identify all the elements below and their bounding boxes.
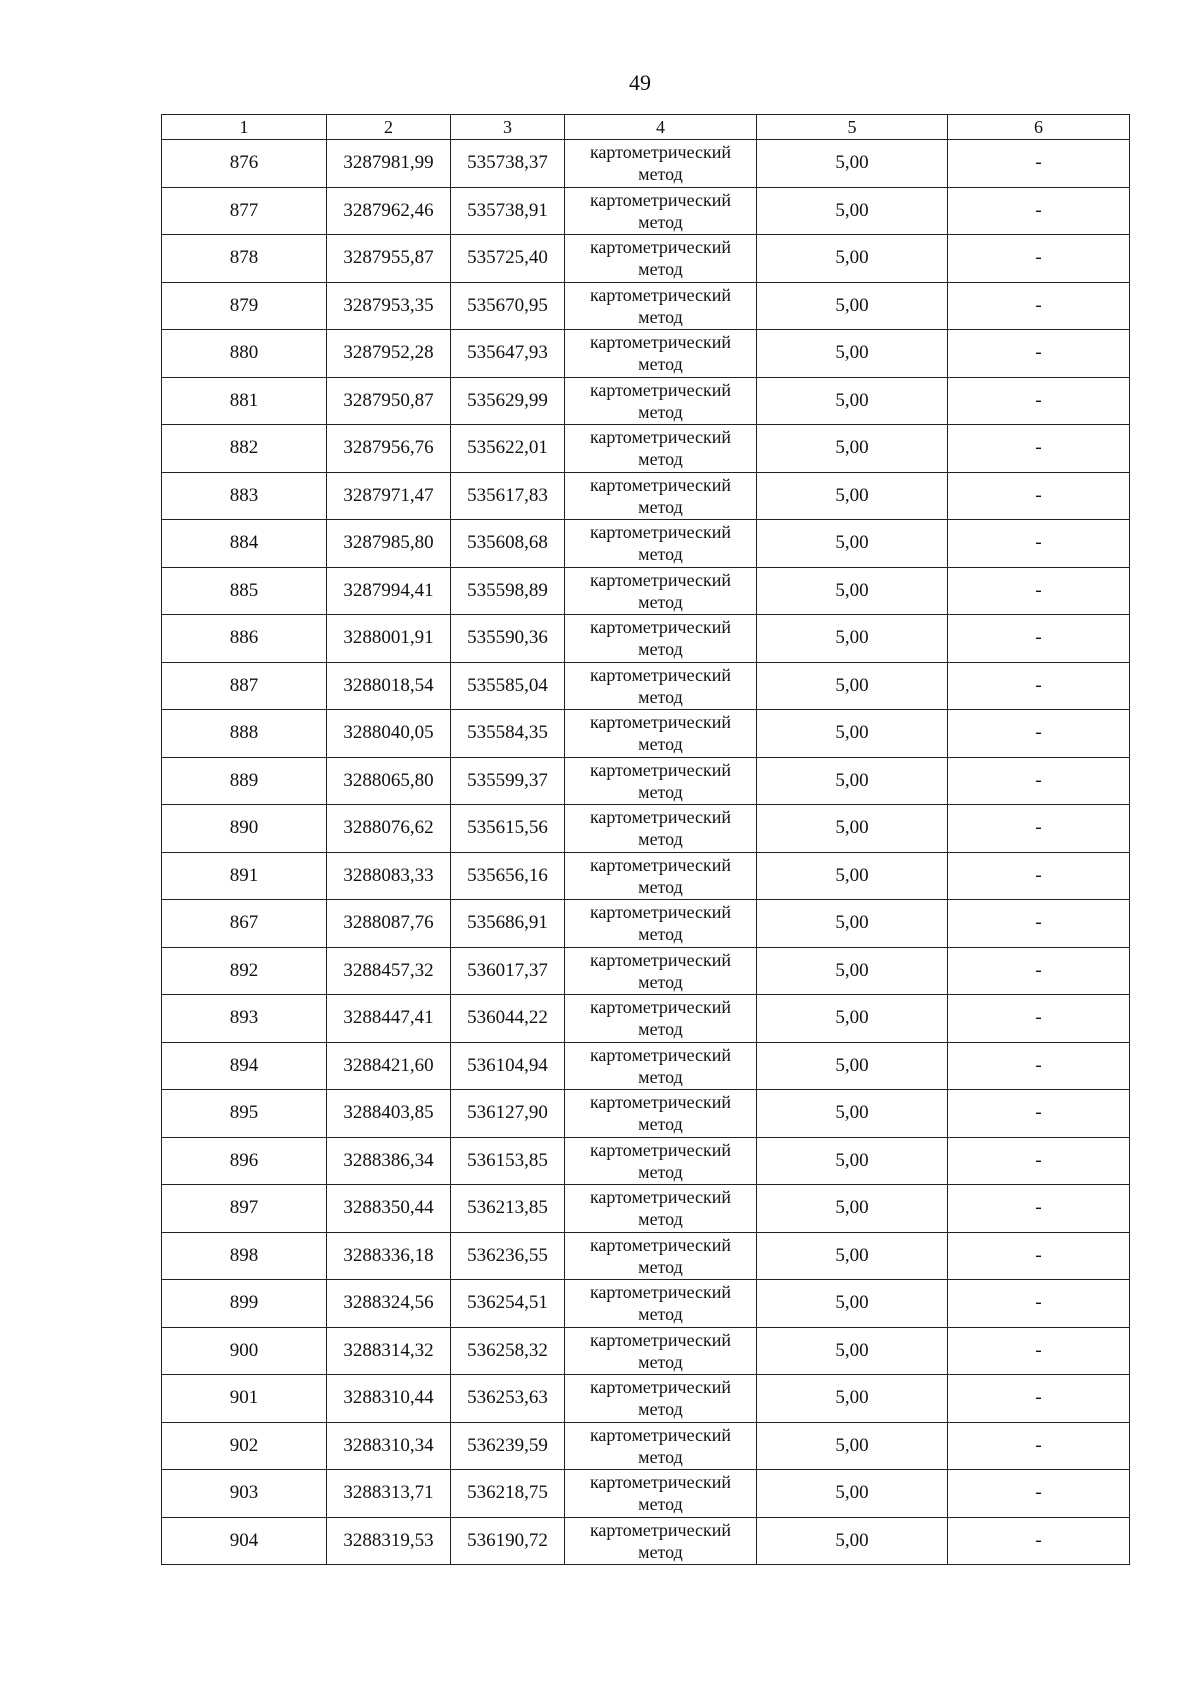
table-row [162, 1042, 1130, 1090]
method-line-1: картометрический [589, 1044, 732, 1065]
x-coordinate-cell: 3288350,44 [327, 1185, 451, 1233]
note-cell: - [948, 377, 1130, 425]
x-coordinate-cell: 3287981,99 [327, 140, 451, 188]
method-line-1: картометрический [589, 1092, 732, 1113]
method-line-2: метод [638, 401, 683, 422]
table-row [162, 757, 1130, 805]
method-line-1: картометрический [589, 949, 732, 970]
note-cell: - [948, 140, 1130, 188]
method-cell [565, 1470, 757, 1518]
note-cell: - [948, 852, 1130, 900]
table-row [162, 330, 1130, 378]
method-cell [565, 377, 757, 425]
method-line-1: картометрический [589, 617, 732, 638]
note-cell: - [948, 187, 1130, 235]
note-cell: - [948, 1042, 1130, 1090]
column-header-4: 4 [565, 115, 757, 140]
note-cell: - [948, 710, 1130, 758]
table-row [162, 1090, 1130, 1138]
method-cell [565, 662, 757, 710]
method-line-2: метод [638, 1494, 683, 1515]
table-row [162, 520, 1130, 568]
method-line-1: картометрический [589, 997, 732, 1018]
method-line-1: картометрический [589, 902, 732, 923]
table-row [162, 1422, 1130, 1470]
method-line-2: метод [638, 781, 683, 802]
method-line-1: картометрический [589, 569, 732, 590]
y-coordinate-cell: 535590,36 [451, 615, 565, 663]
table-row [162, 187, 1130, 235]
point-number-cell: 899 [162, 1280, 327, 1328]
method-cell [565, 900, 757, 948]
point-number-cell: 896 [162, 1137, 327, 1185]
method-line-2: метод [638, 259, 683, 280]
x-coordinate-cell: 3288076,62 [327, 805, 451, 853]
x-coordinate-cell: 3288087,76 [327, 900, 451, 948]
method-cell [565, 995, 757, 1043]
method-line-2: метод [638, 876, 683, 897]
x-coordinate-cell: 3288319,53 [327, 1517, 451, 1565]
method-line-2: метод [638, 211, 683, 232]
y-coordinate-cell: 535615,56 [451, 805, 565, 853]
x-coordinate-cell: 3288314,32 [327, 1327, 451, 1375]
point-number-cell: 877 [162, 187, 327, 235]
point-number-cell: 886 [162, 615, 327, 663]
note-cell: - [948, 1422, 1130, 1470]
precision-cell: 5,00 [757, 425, 948, 473]
table-row [162, 1470, 1130, 1518]
y-coordinate-cell: 535629,99 [451, 377, 565, 425]
note-cell: - [948, 472, 1130, 520]
y-coordinate-cell: 535617,83 [451, 472, 565, 520]
method-line-1: картометрический [589, 284, 732, 305]
note-cell: - [948, 330, 1130, 378]
method-cell [565, 1042, 757, 1090]
precision-cell: 5,00 [757, 140, 948, 188]
method-cell [565, 615, 757, 663]
method-cell [565, 710, 757, 758]
table-row [162, 1517, 1130, 1565]
method-line-1: картометрический [589, 1377, 732, 1398]
precision-cell: 5,00 [757, 615, 948, 663]
note-cell: - [948, 900, 1130, 948]
point-number-cell: 879 [162, 282, 327, 330]
method-line-2: метод [638, 496, 683, 517]
point-number-cell: 889 [162, 757, 327, 805]
y-coordinate-cell: 536153,85 [451, 1137, 565, 1185]
table-row [162, 472, 1130, 520]
y-coordinate-cell: 536236,55 [451, 1232, 565, 1280]
method-line-2: метод [638, 734, 683, 755]
note-cell: - [948, 947, 1130, 995]
precision-cell: 5,00 [757, 567, 948, 615]
x-coordinate-cell: 3288421,60 [327, 1042, 451, 1090]
note-cell: - [948, 615, 1130, 663]
table-row [162, 615, 1130, 663]
x-coordinate-cell: 3288313,71 [327, 1470, 451, 1518]
table-row [162, 805, 1130, 853]
x-coordinate-cell: 3287956,76 [327, 425, 451, 473]
point-number-cell: 878 [162, 235, 327, 283]
y-coordinate-cell: 535725,40 [451, 235, 565, 283]
y-coordinate-cell: 535622,01 [451, 425, 565, 473]
x-coordinate-cell: 3288001,91 [327, 615, 451, 663]
precision-cell: 5,00 [757, 1422, 948, 1470]
table-header [162, 115, 1130, 140]
precision-cell: 5,00 [757, 1090, 948, 1138]
x-coordinate-cell: 3288324,56 [327, 1280, 451, 1328]
method-line-1: картометрический [589, 1187, 732, 1208]
method-line-1: картометрический [589, 807, 732, 828]
x-coordinate-cell: 3288447,41 [327, 995, 451, 1043]
page-number: 49 [629, 70, 651, 95]
method-line-1: картометрический [589, 379, 732, 400]
method-line-1: картометрический [589, 332, 732, 353]
x-coordinate-cell: 3288310,44 [327, 1375, 451, 1423]
method-cell [565, 757, 757, 805]
precision-cell: 5,00 [757, 852, 948, 900]
precision-cell: 5,00 [757, 1042, 948, 1090]
method-cell [565, 472, 757, 520]
y-coordinate-cell: 536253,63 [451, 1375, 565, 1423]
x-coordinate-cell: 3288040,05 [327, 710, 451, 758]
method-cell [565, 330, 757, 378]
method-cell [565, 805, 757, 853]
x-coordinate-cell: 3287962,46 [327, 187, 451, 235]
note-cell: - [948, 425, 1130, 473]
precision-cell: 5,00 [757, 1185, 948, 1233]
method-line-2: метод [638, 829, 683, 850]
table-row [162, 235, 1130, 283]
point-number-cell: 867 [162, 900, 327, 948]
y-coordinate-cell: 536254,51 [451, 1280, 565, 1328]
note-cell: - [948, 757, 1130, 805]
method-line-1: картометрический [589, 712, 732, 733]
x-coordinate-cell: 3288065,80 [327, 757, 451, 805]
x-coordinate-cell: 3288403,85 [327, 1090, 451, 1138]
note-cell: - [948, 520, 1130, 568]
method-line-2: метод [638, 1256, 683, 1277]
x-coordinate-cell: 3288386,34 [327, 1137, 451, 1185]
y-coordinate-cell: 535670,95 [451, 282, 565, 330]
table-row [162, 995, 1130, 1043]
method-line-1: картометрический [589, 1424, 732, 1445]
note-cell: - [948, 995, 1130, 1043]
y-coordinate-cell: 535647,93 [451, 330, 565, 378]
y-coordinate-cell: 536044,22 [451, 995, 565, 1043]
method-line-2: метод [638, 1161, 683, 1182]
precision-cell: 5,00 [757, 282, 948, 330]
y-coordinate-cell: 535599,37 [451, 757, 565, 805]
method-line-2: метод [638, 1066, 683, 1087]
method-line-1: картометрический [589, 142, 732, 163]
note-cell: - [948, 662, 1130, 710]
method-line-2: метод [638, 1351, 683, 1372]
y-coordinate-cell: 536218,75 [451, 1470, 565, 1518]
method-line-1: картометрический [589, 1282, 732, 1303]
note-cell: - [948, 567, 1130, 615]
precision-cell: 5,00 [757, 377, 948, 425]
table-row [162, 1232, 1130, 1280]
y-coordinate-cell: 536104,94 [451, 1042, 565, 1090]
x-coordinate-cell: 3288336,18 [327, 1232, 451, 1280]
precision-cell: 5,00 [757, 330, 948, 378]
method-line-1: картометрический [589, 474, 732, 495]
precision-cell: 5,00 [757, 710, 948, 758]
x-coordinate-cell: 3287955,87 [327, 235, 451, 283]
point-number-cell: 882 [162, 425, 327, 473]
method-line-2: метод [638, 591, 683, 612]
note-cell: - [948, 1517, 1130, 1565]
method-line-1: картометрический [589, 664, 732, 685]
precision-cell: 5,00 [757, 805, 948, 853]
x-coordinate-cell: 3287952,28 [327, 330, 451, 378]
method-line-1: картометрический [589, 427, 732, 448]
point-number-cell: 900 [162, 1327, 327, 1375]
method-line-1: картометрический [589, 1329, 732, 1350]
table-row [162, 1185, 1130, 1233]
method-line-2: метод [638, 1209, 683, 1230]
precision-cell: 5,00 [757, 1232, 948, 1280]
table-row [162, 1137, 1130, 1185]
y-coordinate-cell: 536017,37 [451, 947, 565, 995]
method-cell [565, 282, 757, 330]
table-body [162, 140, 1130, 1565]
precision-cell: 5,00 [757, 1517, 948, 1565]
table-row [162, 1280, 1130, 1328]
table-row [162, 377, 1130, 425]
precision-cell: 5,00 [757, 1470, 948, 1518]
point-number-cell: 887 [162, 662, 327, 710]
method-cell [565, 947, 757, 995]
method-line-1: картометрический [589, 237, 732, 258]
y-coordinate-cell: 535584,35 [451, 710, 565, 758]
method-cell [565, 1185, 757, 1233]
method-cell [565, 1137, 757, 1185]
method-cell [565, 1517, 757, 1565]
column-header-6: 6 [948, 115, 1130, 140]
point-number-cell: 883 [162, 472, 327, 520]
table-row [162, 1327, 1130, 1375]
precision-cell: 5,00 [757, 1375, 948, 1423]
precision-cell: 5,00 [757, 1327, 948, 1375]
method-line-1: картометрический [589, 1472, 732, 1493]
x-coordinate-cell: 3287950,87 [327, 377, 451, 425]
point-number-cell: 901 [162, 1375, 327, 1423]
method-line-2: метод [638, 924, 683, 945]
note-cell: - [948, 1232, 1130, 1280]
method-line-1: картометрический [589, 189, 732, 210]
point-number-cell: 894 [162, 1042, 327, 1090]
precision-cell: 5,00 [757, 187, 948, 235]
point-number-cell: 890 [162, 805, 327, 853]
note-cell: - [948, 1470, 1130, 1518]
x-coordinate-cell: 3287971,47 [327, 472, 451, 520]
method-cell [565, 567, 757, 615]
table-row [162, 710, 1130, 758]
x-coordinate-cell: 3288018,54 [327, 662, 451, 710]
method-cell [565, 235, 757, 283]
method-line-1: картометрический [589, 1234, 732, 1255]
table-row [162, 567, 1130, 615]
table-row [162, 662, 1130, 710]
header-row [162, 115, 1130, 140]
method-line-1: картометрический [589, 1139, 732, 1160]
x-coordinate-cell: 3287985,80 [327, 520, 451, 568]
precision-cell: 5,00 [757, 472, 948, 520]
method-cell [565, 1232, 757, 1280]
precision-cell: 5,00 [757, 900, 948, 948]
y-coordinate-cell: 536127,90 [451, 1090, 565, 1138]
point-number-cell: 902 [162, 1422, 327, 1470]
method-cell [565, 1375, 757, 1423]
y-coordinate-cell: 536213,85 [451, 1185, 565, 1233]
column-header-3: 3 [451, 115, 565, 140]
method-line-2: метод [638, 354, 683, 375]
method-line-2: метод [638, 544, 683, 565]
method-line-2: метод [638, 1541, 683, 1562]
x-coordinate-cell: 3288457,32 [327, 947, 451, 995]
x-coordinate-cell: 3287994,41 [327, 567, 451, 615]
note-cell: - [948, 282, 1130, 330]
method-cell [565, 1280, 757, 1328]
table-row [162, 947, 1130, 995]
precision-cell: 5,00 [757, 235, 948, 283]
method-line-2: метод [638, 1114, 683, 1135]
coordinates-table [161, 114, 1130, 1565]
note-cell: - [948, 1090, 1130, 1138]
method-line-2: метод [638, 1399, 683, 1420]
point-number-cell: 884 [162, 520, 327, 568]
x-coordinate-cell: 3288310,34 [327, 1422, 451, 1470]
y-coordinate-cell: 535608,68 [451, 520, 565, 568]
method-cell [565, 852, 757, 900]
precision-cell: 5,00 [757, 662, 948, 710]
precision-cell: 5,00 [757, 520, 948, 568]
method-line-1: картометрический [589, 1519, 732, 1540]
point-number-cell: 888 [162, 710, 327, 758]
point-number-cell: 880 [162, 330, 327, 378]
y-coordinate-cell: 535738,37 [451, 140, 565, 188]
method-line-1: картометрический [589, 854, 732, 875]
point-number-cell: 903 [162, 1470, 327, 1518]
column-header-5: 5 [757, 115, 948, 140]
method-cell [565, 1327, 757, 1375]
method-cell [565, 140, 757, 188]
note-cell: - [948, 805, 1130, 853]
y-coordinate-cell: 535738,91 [451, 187, 565, 235]
note-cell: - [948, 235, 1130, 283]
y-coordinate-cell: 535598,89 [451, 567, 565, 615]
method-line-2: метод [638, 164, 683, 185]
point-number-cell: 881 [162, 377, 327, 425]
table-row [162, 1375, 1130, 1423]
point-number-cell: 876 [162, 140, 327, 188]
x-coordinate-cell: 3287953,35 [327, 282, 451, 330]
point-number-cell: 885 [162, 567, 327, 615]
precision-cell: 5,00 [757, 947, 948, 995]
method-line-2: метод [638, 306, 683, 327]
method-cell [565, 1422, 757, 1470]
table-row [162, 425, 1130, 473]
method-cell [565, 1090, 757, 1138]
note-cell: - [948, 1327, 1130, 1375]
column-header-1: 1 [162, 115, 327, 140]
method-line-2: метод [638, 1019, 683, 1040]
method-line-2: метод [638, 1304, 683, 1325]
y-coordinate-cell: 535686,91 [451, 900, 565, 948]
table-row [162, 140, 1130, 188]
point-number-cell: 893 [162, 995, 327, 1043]
y-coordinate-cell: 535585,04 [451, 662, 565, 710]
method-line-2: метод [638, 639, 683, 660]
method-line-1: картометрический [589, 759, 732, 780]
point-number-cell: 897 [162, 1185, 327, 1233]
point-number-cell: 904 [162, 1517, 327, 1565]
note-cell: - [948, 1185, 1130, 1233]
note-cell: - [948, 1280, 1130, 1328]
method-line-1: картометрический [589, 522, 732, 543]
y-coordinate-cell: 536190,72 [451, 1517, 565, 1565]
precision-cell: 5,00 [757, 1280, 948, 1328]
point-number-cell: 892 [162, 947, 327, 995]
table-row [162, 900, 1130, 948]
method-line-2: метод [638, 971, 683, 992]
column-header-2: 2 [327, 115, 451, 140]
method-cell [565, 520, 757, 568]
method-line-2: метод [638, 1446, 683, 1467]
note-cell: - [948, 1375, 1130, 1423]
precision-cell: 5,00 [757, 995, 948, 1043]
note-cell: - [948, 1137, 1130, 1185]
method-line-2: метод [638, 449, 683, 470]
y-coordinate-cell: 536239,59 [451, 1422, 565, 1470]
method-line-2: метод [638, 686, 683, 707]
point-number-cell: 891 [162, 852, 327, 900]
precision-cell: 5,00 [757, 757, 948, 805]
y-coordinate-cell: 535656,16 [451, 852, 565, 900]
point-number-cell: 895 [162, 1090, 327, 1138]
method-cell [565, 425, 757, 473]
table-row [162, 852, 1130, 900]
method-cell [565, 187, 757, 235]
precision-cell: 5,00 [757, 1137, 948, 1185]
y-coordinate-cell: 536258,32 [451, 1327, 565, 1375]
point-number-cell: 898 [162, 1232, 327, 1280]
x-coordinate-cell: 3288083,33 [327, 852, 451, 900]
table-row [162, 282, 1130, 330]
